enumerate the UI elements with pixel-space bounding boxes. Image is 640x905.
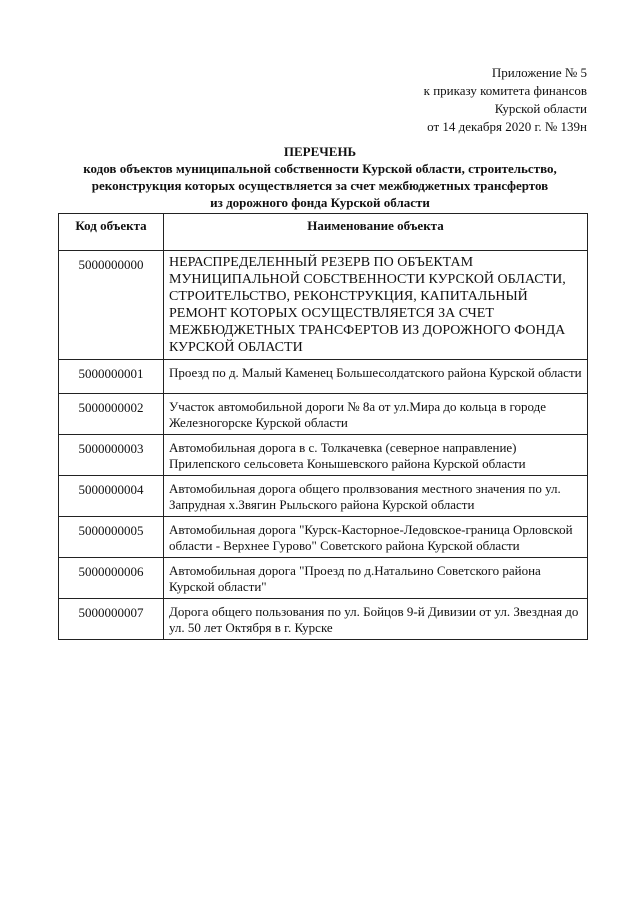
object-code: 5000000006 bbox=[59, 558, 164, 599]
object-code: 5000000001 bbox=[59, 360, 164, 394]
object-name: Участок автомобильной дороги № 8а от ул.Мира до кольца в городе Железногорске Курской области bbox=[164, 394, 588, 435]
table-row bbox=[59, 435, 588, 476]
object-code: 5000000007 bbox=[59, 599, 164, 640]
table-row bbox=[59, 558, 588, 599]
table-row bbox=[59, 251, 588, 360]
object-code: 5000000003 bbox=[59, 435, 164, 476]
object-name: Автомобильная дорога в с. Толкачевка (северное направление) Прилепского сельсовета Конышевского района Курской области bbox=[164, 435, 588, 476]
object-code: 5000000005 bbox=[59, 517, 164, 558]
object-name: Автомобильная дорога "Курск-Касторное-Ледовское-граница Орловской области - Верхнее Гурово" Советского района Курской области bbox=[164, 517, 588, 558]
object-name: Проезд по д. Малый Каменец Большесолдатского района Курской области bbox=[164, 360, 588, 394]
appendix-line: к приказу комитета финансов bbox=[423, 83, 587, 98]
table-row bbox=[59, 476, 588, 517]
title-line: реконструкция которых осуществляется за счет межбюджетных трансфертов bbox=[91, 178, 549, 193]
objects-table bbox=[58, 213, 588, 640]
table-header-row bbox=[59, 214, 588, 251]
table-row bbox=[59, 517, 588, 558]
title-line: из дорожного фонда Курской области bbox=[210, 195, 430, 210]
object-name: Дорога общего пользования по ул. Бойцов 9-й Дивизии от ул. Звездная до ул. 50 лет Октября в г. Курске bbox=[164, 599, 588, 640]
object-name: НЕРАСПРЕДЕЛЕННЫЙ РЕЗЕРВ ПО ОБЪЕКТАМ МУНИЦИПАЛЬНОЙ СОБСТВЕННОСТИ КУРСКОЙ ОБЛАСТИ, СТРОИТЕЛЬСТВО, РЕКОНСТРУКЦИЯ, КАПИТАЛЬНЫЙ РЕМОНТ КОТОРЫХ ОСУЩЕСТВЛЯЕТСЯ ЗА СЧЕТ МЕЖБЮДЖЕТНЫХ ТРАНСФЕРТОВ ИЗ ДОРОЖНОГО ФОНДА КУРСКОЙ ОБЛАСТИ bbox=[164, 251, 588, 360]
table-row bbox=[59, 360, 588, 394]
document-title bbox=[40, 143, 600, 211]
appendix-line: от 14 декабря 2020 г. № 139н bbox=[427, 119, 587, 134]
title-line: кодов объектов муниципальной собственности Курской области, строительство, bbox=[83, 161, 557, 176]
column-header-code: Код объекта bbox=[59, 214, 164, 251]
column-header-name: Наименование объекта bbox=[164, 214, 588, 251]
appendix-line: Приложение № 5 bbox=[491, 65, 587, 80]
table-row bbox=[59, 599, 588, 640]
appendix-line: Курской области bbox=[494, 101, 587, 116]
object-code: 5000000004 bbox=[59, 476, 164, 517]
object-name: Автомобильная дорога общего пролвзования местного значения по ул. Запрудная х.Звягин Рыльского района Курской области bbox=[164, 476, 588, 517]
object-code: 5000000000 bbox=[59, 251, 164, 360]
table-row bbox=[59, 394, 588, 435]
object-name: Автомобильная дорога "Проезд по д.Натальино Советского района Курской области" bbox=[164, 558, 588, 599]
appendix-note bbox=[424, 64, 587, 136]
object-code: 5000000002 bbox=[59, 394, 164, 435]
title-heading: ПЕРЕЧЕНЬ bbox=[283, 144, 357, 159]
